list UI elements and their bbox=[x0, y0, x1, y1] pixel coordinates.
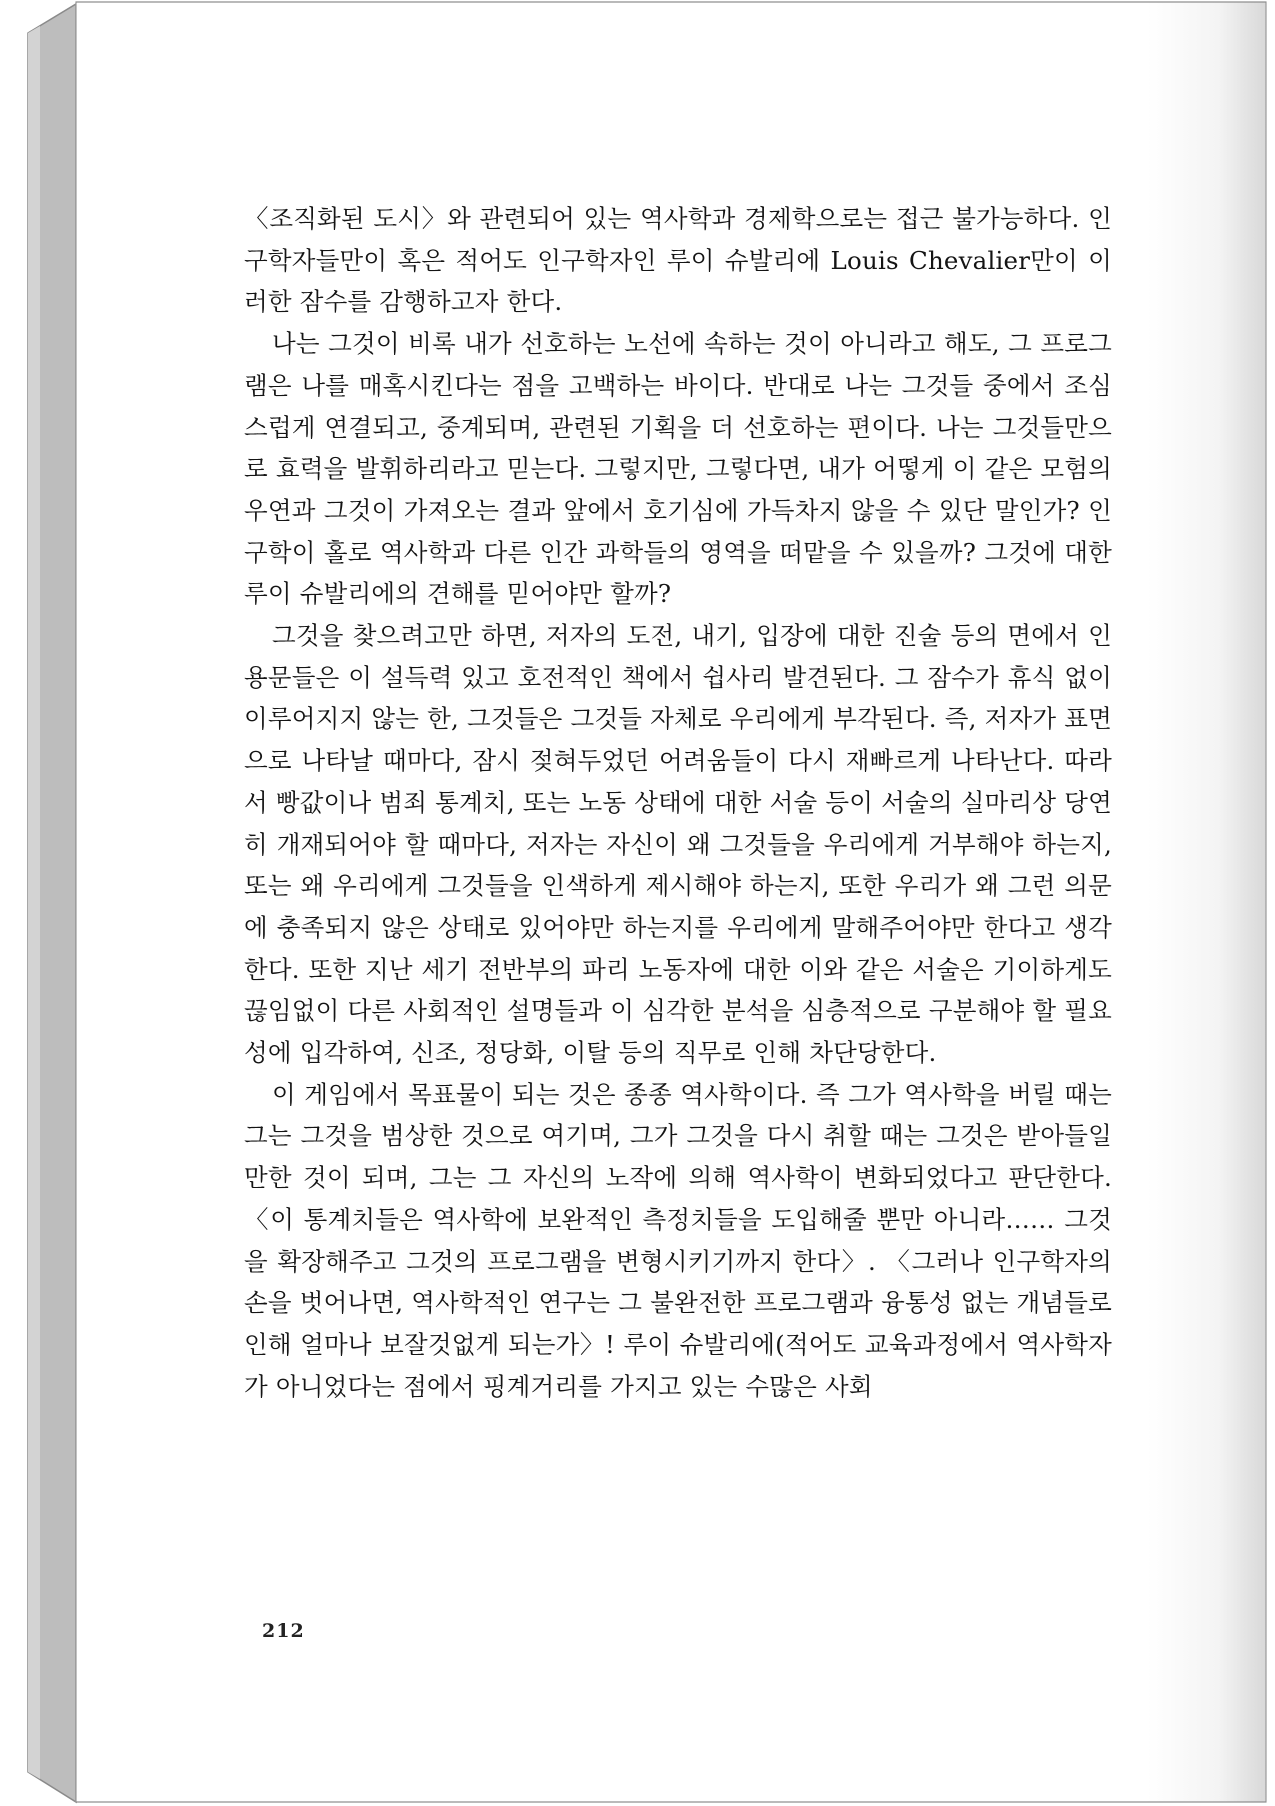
page-number: 212 bbox=[262, 1620, 305, 1642]
paragraph-3: 그것을 찾으려고만 하면, 저자의 도전, 내기, 입장에 대한 진술 등의 면에서 인용문들은 이 설득력 있고 호전적인 책에서 쉽사리 발견된다. 그 잠수가 휴식 없이 이루어지지 않는 한, 그것들은 그것들 자체로 우리에게 부각된다. 즉, 저자가 표면으로 나타날 때마다, 잠시 젖혀두었던 어려움들이 다시 재빠르게 나타난다. 따라서 빵값이나 범죄 통계치, 또는 노동 상태에 대한 서술 등이 서술의 실마리상 당연히 개재되어야 할 때마다, 저자는 자신이 왜 그것들을 우리에게 거부해야 하는지, 또는 왜 우리에게 그것들을 인색하게 제시해야 하는지, 또한 우리가 왜 그런 의문에 충족되지 않은 상태로 있어야만 하는지를 우리에게 말해주어야만 한다고 생각한다. 또한 지난 세기 전반부의 파리 노동자에 대한 이와 같은 서술은 기이하게도 끊임없이 다른 사회적인 설명들과 이 심각한 분석을 심층적으로 구분해야 할 필요성에 입각하여, 신조, 정당화, 이탈 등의 직무로 인해 차단당한다. bbox=[244, 621, 1112, 1068]
paragraph-4: 이 게임에서 목표물이 되는 것은 종종 역사학이다. 즉 그가 역사학을 버릴 때는 그는 그것을 범상한 것으로 여기며, 그가 그것을 다시 취할 때는 그것은 받아들일 만한 것이 되며, 그는 그 자신의 노작에 의해 역사학이 변화되었다고 판단한다. 〈이 통계치들은 역사학에 보완적인 측정치들을 도입해줄 뿐만 아니라…… 그것을 확장해주고 그것의 프로그램을 변형시키기까지 한다〉. 〈그러나 인구학자의 손을 벗어나면, 역사학적인 연구는 그 불완전한 프로그램과 융통성 없는 개념들로 인해 얼마나 보잘것없게 되는가〉! 루이 슈발리에(적어도 교육과정에서 역사학자가 아니었다는 점에서 핑계거리를 가지고 있는 수많은 사회 bbox=[244, 1079, 1112, 1401]
paragraph-2: 나는 그것이 비록 내가 선호하는 노선에 속하는 것이 아니라고 해도, 그 프로그램은 나를 매혹시킨다는 점을 고백하는 바이다. 반대로 나는 그것들 중에서 조심스럽게 연결되고, 중계되며, 관련된 기획을 더 선호하는 편이다. 나는 그것들만으로 효력을 발휘하리라고 믿는다. 그렇지만, 그렇다면, 내가 어떻게 이 같은 모험의 우연과 그것이 가져오는 결과 앞에서 호기심에 가득차지 않을 수 있단 말인가? 인구학이 홀로 역사학과 다른 인간 과학들의 영역을 떠맡을 수 있을까? 그것에 대한 루이 슈발리에의 견해를 믿어야만 할까? bbox=[244, 329, 1112, 609]
paragraph-1: 〈조직화된 도시〉와 관련되어 있는 역사학과 경제학으로는 접근 불가능하다. 인구학자들만이 혹은 적어도 인구학자인 루이 슈발리에 Louis Chevalier만이 이러한 잠수를 감행하고자 한다. bbox=[244, 204, 1112, 317]
page-text bbox=[244, 198, 1112, 1407]
book-spine-highlight bbox=[28, 26, 40, 1779]
